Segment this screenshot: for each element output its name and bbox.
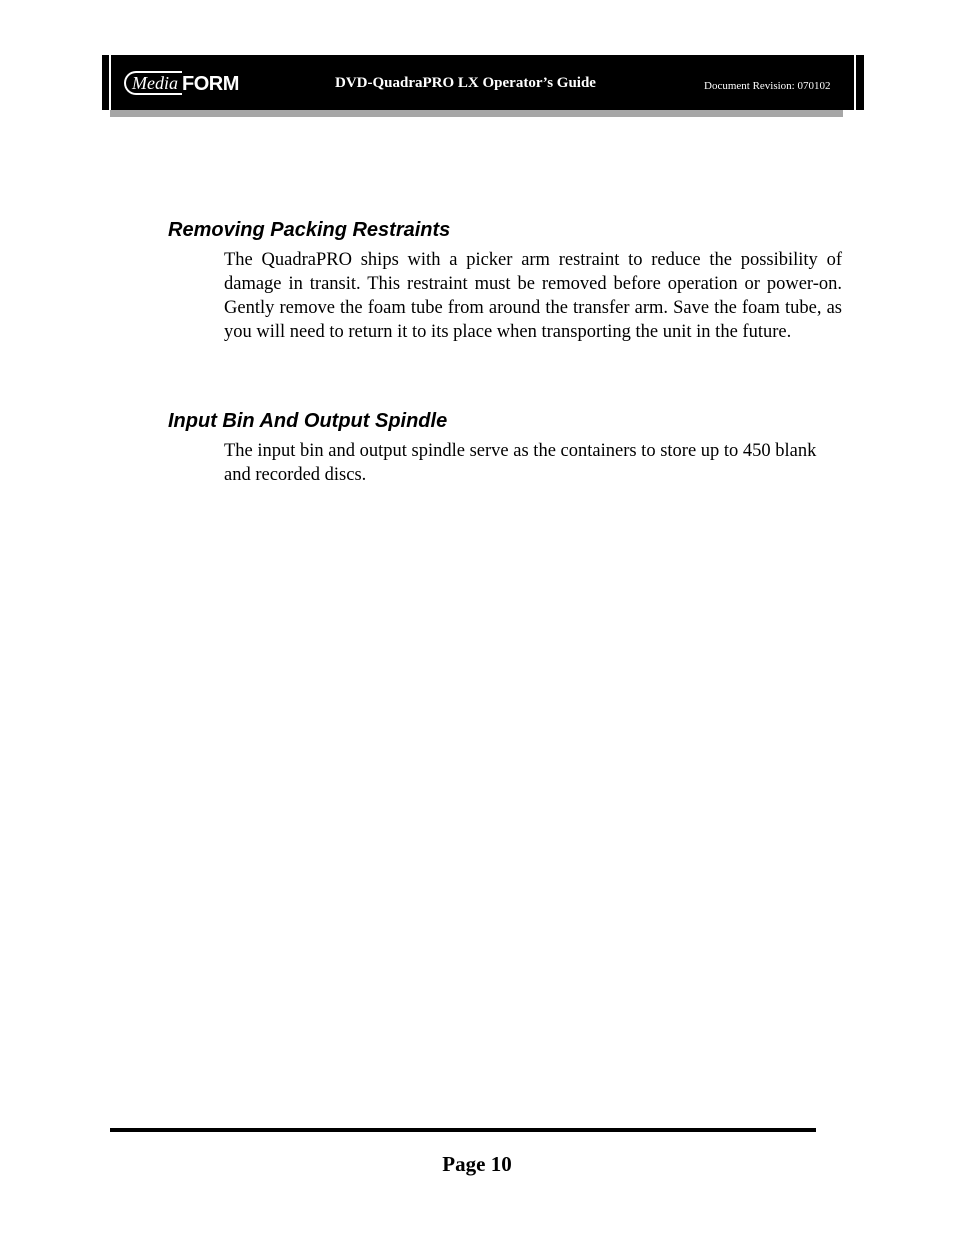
page-header [102, 55, 864, 110]
footer-rule [110, 1128, 816, 1132]
mediaform-logo [124, 73, 239, 95]
document-revision: Document Revision: 070102 [704, 80, 831, 92]
logo-form-text: FORM [181, 73, 239, 95]
header-divider [109, 55, 111, 110]
section-heading: Input Bin And Output Spindle [168, 410, 448, 432]
section-paragraph: The input bin and output spindle serve as the containers to store up to 450 blank and recorded discs. [224, 441, 817, 485]
page-number: Page 10 [442, 1152, 512, 1176]
section-paragraph: The QuadraPRO ships with a picker arm restraint to reduce the possibility of damage in transit. This restraint must be removed before operation or power-on. Gently remove the foam tube from around the transfer arm. Save the foam tube, as you will need to return it to its place when transporting the unit in the future. [224, 250, 842, 342]
document-title: DVD-QuadraPRO LX Operator’s Guide [335, 75, 596, 91]
section-heading: Removing Packing Restraints [168, 219, 451, 241]
header-divider [854, 55, 856, 110]
logo-media-text: Media [124, 71, 182, 95]
